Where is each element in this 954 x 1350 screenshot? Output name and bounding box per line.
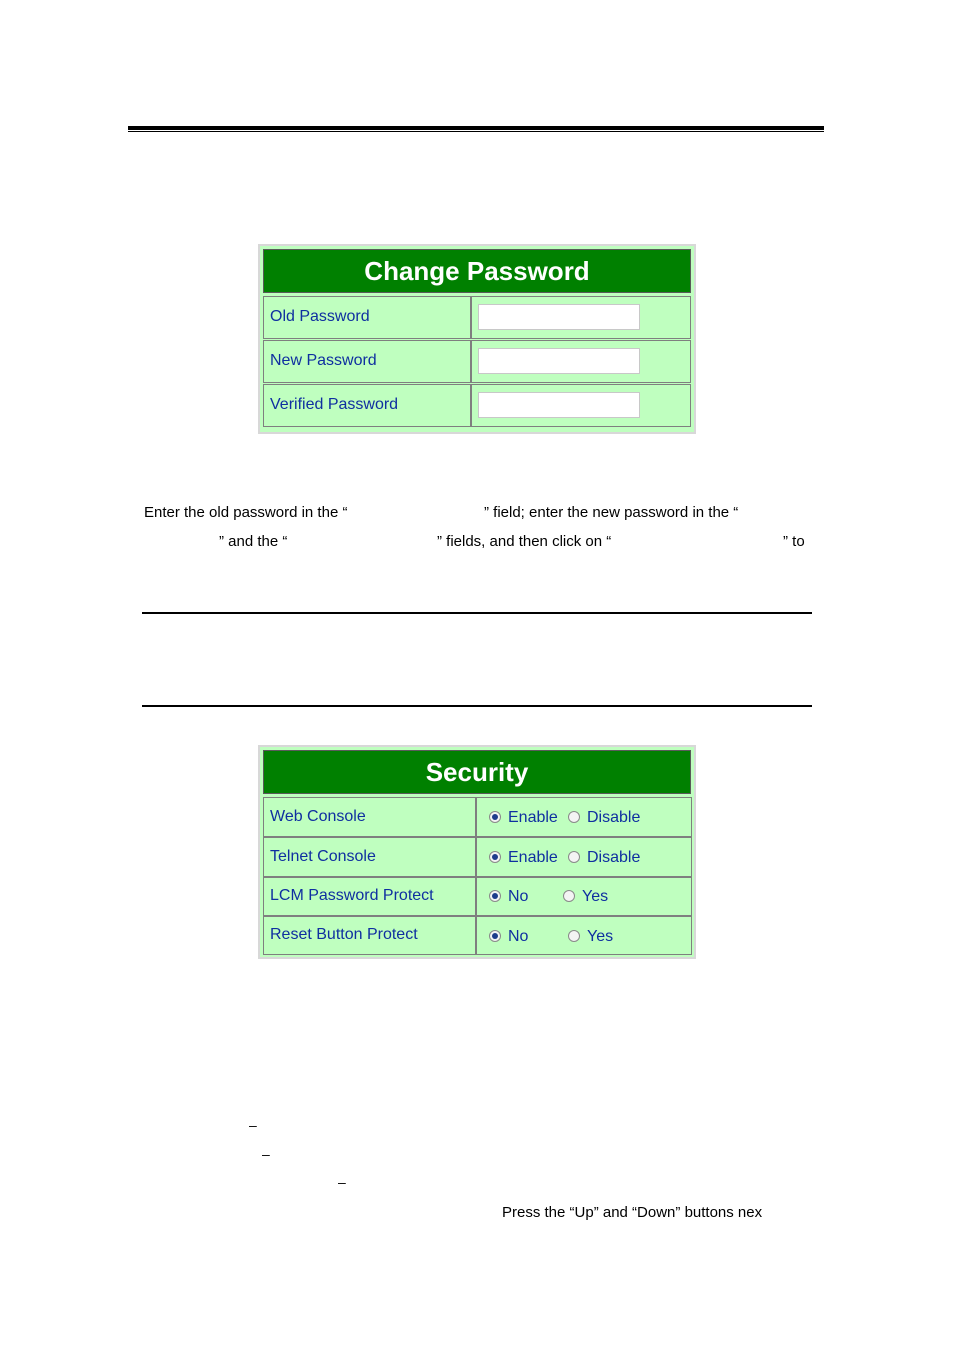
security-panel <box>258 745 696 959</box>
web-console-options-cell <box>476 797 692 837</box>
telnet-console-disable-label[interactable]: Disable <box>587 849 641 866</box>
section-rule-bottom <box>142 705 812 707</box>
bullet-dash-2: – <box>262 1146 270 1162</box>
web-console-label-cell <box>263 797 476 837</box>
old-password-input[interactable] <box>478 304 640 330</box>
old-password-input-cell <box>471 296 691 339</box>
change-password-panel <box>258 244 696 434</box>
telnet-console-options-cell <box>476 837 692 877</box>
web-console-disable-label[interactable]: Disable <box>587 809 641 826</box>
lcm-password-protect-yes-radio[interactable] <box>563 890 575 902</box>
telnet-console-enable-radio[interactable] <box>489 851 501 863</box>
header-rule <box>128 126 824 130</box>
instruction-line2-c: ” to <box>783 533 805 550</box>
new-password-input[interactable] <box>478 348 640 374</box>
security-title: Security <box>263 750 691 794</box>
reset-button-protect-options-cell <box>476 916 692 955</box>
reset-button-protect-yes-label[interactable]: Yes <box>587 928 614 945</box>
old-password-label-cell <box>263 296 471 339</box>
telnet-console-label-cell <box>263 837 476 877</box>
press-buttons-text: Press the “Up” and “Down” buttons nex <box>502 1204 763 1221</box>
reset-button-protect-label: Reset Button Protect <box>270 926 418 943</box>
verified-password-label-cell <box>263 384 471 427</box>
reset-button-protect-yes-radio[interactable] <box>568 930 580 942</box>
instruction-line1-a: Enter the old password in the “ <box>144 504 348 521</box>
instruction-line2-a: ” and the “ <box>219 533 288 550</box>
lcm-password-protect-no-radio[interactable] <box>489 890 501 902</box>
telnet-console-enable-label[interactable]: Enable <box>508 849 558 866</box>
reset-button-protect-label-cell <box>263 916 476 955</box>
reset-button-protect-no-radio[interactable] <box>489 930 501 942</box>
new-password-label: New Password <box>270 352 377 369</box>
lcm-password-protect-no-label[interactable]: No <box>508 888 529 905</box>
reset-button-protect-no-label[interactable]: No <box>508 928 529 945</box>
verified-password-input-cell <box>471 384 691 427</box>
lcm-password-protect-label: LCM Password Protect <box>270 887 434 904</box>
web-console-enable-label[interactable]: Enable <box>508 809 558 826</box>
lcm-password-protect-yes-label[interactable]: Yes <box>582 888 609 905</box>
verified-password-input[interactable] <box>478 392 640 418</box>
old-password-label: Old Password <box>270 308 370 325</box>
web-console-enable-radio[interactable] <box>489 811 501 823</box>
bullet-dash-3: – <box>338 1174 346 1190</box>
telnet-console-disable-radio[interactable] <box>568 851 580 863</box>
web-console-disable-radio[interactable] <box>568 811 580 823</box>
change-password-title: Change Password <box>263 249 691 293</box>
section-rule-top <box>142 612 812 614</box>
lcm-password-protect-options-cell <box>476 877 692 916</box>
new-password-input-cell <box>471 340 691 383</box>
web-console-label: Web Console <box>270 808 366 825</box>
instruction-line2-b: ” fields, and then click on “ <box>437 533 612 550</box>
header-rule-thin <box>128 131 824 132</box>
new-password-label-cell <box>263 340 471 383</box>
telnet-console-label: Telnet Console <box>270 848 376 865</box>
instruction-line1-b: ” field; enter the new password in the “ <box>484 504 739 521</box>
verified-password-label: Verified Password <box>270 396 399 413</box>
lcm-password-protect-label-cell <box>263 877 476 916</box>
bullet-dash-1: – <box>249 1117 257 1133</box>
